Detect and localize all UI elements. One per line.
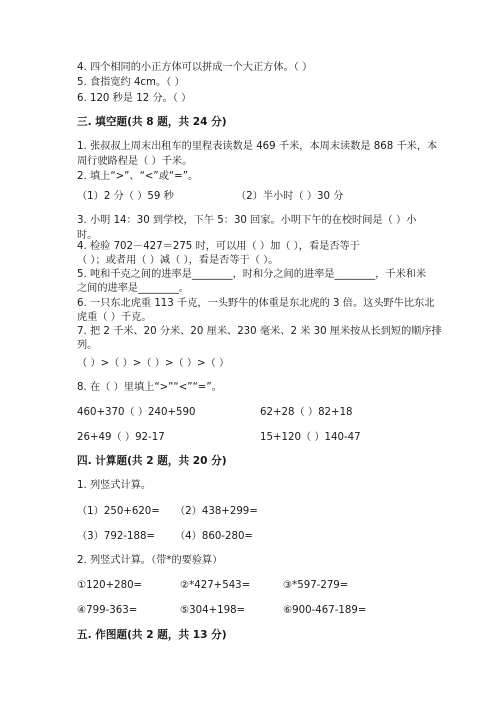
fill-q7-line1: 7. 把 2 千米、20 分米、20 厘米、230 毫米、2 米 30 厘米按从长到短的顺序排 <box>77 326 442 337</box>
calc-q1-item: （4）860-280= <box>175 531 253 542</box>
fill-q6-line2: 虎重（ ）千克。 <box>77 312 152 323</box>
calc-q2-label: 2. 列竖式计算。（带*的要验算） <box>77 555 223 566</box>
calc-q2-item: ④799-363= <box>77 605 138 616</box>
fill-q2-line1: 2. 填上“>”、“<”或“=”。 <box>77 171 199 182</box>
section-3-title: 三. 填空题(共 8 题，共 24 分) <box>77 116 227 128</box>
fill-q3-line1: 3. 小明 14：30 到学校，下午 5：30 回家。小明下午的在校时间是（ ）小 <box>77 215 417 226</box>
judge-question-6: 6. 120 秒是 12 分。（ ） <box>77 93 192 104</box>
calc-q2-item: ⑥900-467-189= <box>283 605 367 616</box>
calc-q2-item: ⑤304+198= <box>180 605 246 616</box>
fill-q2-part1: （1）2 分（ ）59 秒 <box>77 191 174 202</box>
section-4-title: 四. 计算题(共 2 题，共 20 分) <box>77 455 227 467</box>
fill-q8-row1-left: 460+370（ ）240+590 <box>77 407 196 418</box>
calc-q1-item: （3）792-188= <box>77 531 155 542</box>
fill-q5-line2: 之间的进率是________。 <box>77 283 190 294</box>
fill-q4-line2: （ ）；或者用（ ）减（ ），看是否等于（ ）。 <box>77 255 279 266</box>
fill-q7-line2: 列。 <box>77 340 98 351</box>
fill-q4-line1: 4. 检验 702－427＝275 时，可以用（ ）加（ ），看是否等于 <box>77 241 360 252</box>
calc-q1-label: 1. 列竖式计算。 <box>77 480 152 491</box>
calc-q1-item: （1）250+620= <box>77 506 160 517</box>
judge-question-4: 4. 四个相同的小正方体可以拼成一个大正方体。（ ） <box>77 62 313 73</box>
fill-q8-line1: 8. 在（ ）里填上“>”“<”“=”。 <box>77 382 222 393</box>
fill-q8-row2-left: 26+49（ ）92-17 <box>77 432 165 443</box>
fill-q1-line2: 周行驶路程是（ ）千米。 <box>77 156 193 167</box>
fill-q1-line1: 1. 张叔叔上周末出租车的里程表读数是 469 千米，本周末读数是 868 千米，本 <box>77 141 438 152</box>
calc-q2-item: ②*427+543= <box>180 580 251 591</box>
fill-q8-row1-right: 62+28（ ）82+18 <box>260 407 353 418</box>
judge-question-5: 5. 食指宽约 4cm。（ ） <box>77 77 185 88</box>
calc-q1-item: （2）438+299= <box>175 506 258 517</box>
section-5-title: 五. 作图题(共 2 题，共 13 分) <box>77 629 227 641</box>
fill-q8-row2-right: 15+120（ ）140-47 <box>260 432 361 443</box>
fill-q3-line2: 时。 <box>77 230 98 241</box>
fill-q6-line1: 6. 一只东北虎重 113 千克，一头野牛的体重是东北虎的 3 倍。这头野牛比东北 <box>77 298 435 309</box>
fill-q7-order: （ ）>（ ）>（ ）>（ ）>（ ） <box>77 358 230 369</box>
fill-q5-line1: 5. 吨和千克之间的进率是________，时和分之间的进率是________，千米和米 <box>77 269 427 280</box>
fill-q2-part2: （2）半小时（ ）30 分 <box>236 191 344 202</box>
calc-q2-item: ③*597-279= <box>283 580 349 591</box>
calc-q2-item: ①120+280= <box>77 580 143 591</box>
